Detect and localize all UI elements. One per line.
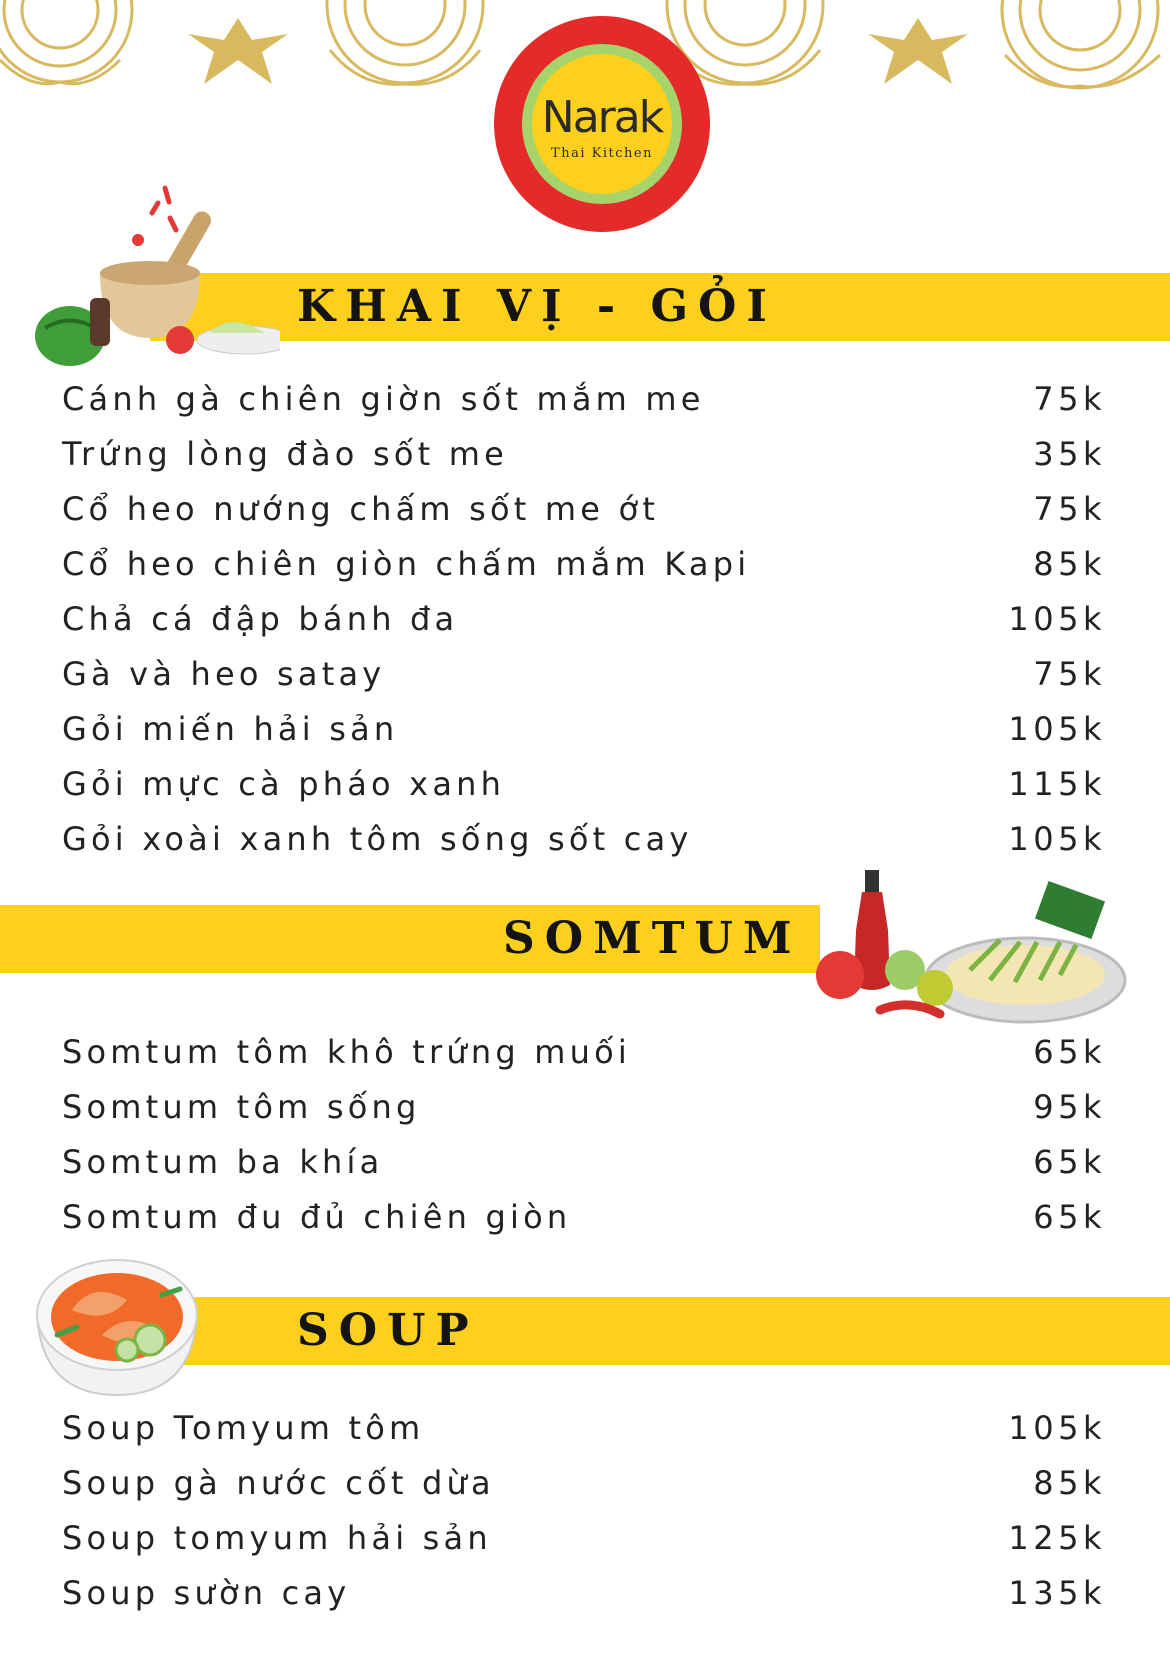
section-title-khai-vi: KHAI VỊ - GỎI — [297, 281, 777, 332]
menu-item-price: 75k — [1033, 655, 1106, 693]
menu-item-name: Somtum tôm khô trứng muối — [62, 1033, 631, 1071]
menu-item — [62, 647, 1106, 702]
menu-list-soup — [62, 1401, 1106, 1621]
papaya-salad-icon — [810, 870, 1130, 1040]
menu-item-name: Trứng lòng đào sốt me — [62, 435, 508, 473]
menu-item — [62, 372, 1106, 427]
restaurant-logo — [492, 14, 712, 234]
menu-item-name: Chả cá đập bánh đa — [62, 600, 459, 638]
menu-item — [62, 1025, 1106, 1080]
menu-item — [62, 482, 1106, 537]
menu-item-price: 75k — [1033, 380, 1106, 418]
menu-item-price: 105k — [1008, 1409, 1106, 1447]
menu-item-price: 75k — [1033, 490, 1106, 528]
mandala-ornament-icon — [1002, 0, 1160, 88]
menu-item-price: 95k — [1033, 1088, 1106, 1126]
menu-item-price: 105k — [1008, 600, 1106, 638]
mortar-pestle-icon — [30, 178, 280, 368]
menu-item — [62, 592, 1106, 647]
menu-list-somtum — [62, 1025, 1106, 1245]
menu-item-price: 85k — [1033, 1464, 1106, 1502]
menu-item-price: 65k — [1033, 1033, 1106, 1071]
menu-item — [62, 427, 1106, 482]
menu-item-name: Gà và heo satay — [62, 655, 386, 693]
menu-item — [62, 1080, 1106, 1135]
thai-flame-ornament-icon — [188, 18, 288, 84]
menu-item-name: Somtum đu đủ chiên giòn — [62, 1198, 572, 1236]
menu-item — [62, 702, 1106, 757]
menu-item-name: Cổ heo chiên giòn chấm mắm Kapi — [62, 545, 751, 583]
menu-item-name: Gỏi miến hải sản — [62, 710, 399, 748]
menu-item-price: 105k — [1008, 820, 1106, 858]
menu-item — [62, 1566, 1106, 1621]
menu-item — [62, 1401, 1106, 1456]
menu-item — [62, 537, 1106, 592]
menu-item — [62, 1190, 1106, 1245]
menu-item — [62, 757, 1106, 812]
menu-item-price: 65k — [1033, 1143, 1106, 1181]
menu-item — [62, 1511, 1106, 1566]
menu-item-price: 135k — [1008, 1574, 1106, 1612]
menu-item-price: 35k — [1033, 435, 1106, 473]
menu-item-name: Soup Tomyum tôm — [62, 1409, 425, 1447]
menu-item-price: 115k — [1008, 765, 1106, 803]
menu-item-price: 85k — [1033, 545, 1106, 583]
menu-item — [62, 1456, 1106, 1511]
thai-flame-ornament-icon — [868, 18, 968, 84]
section-title-somtum: SOMTUM — [503, 913, 802, 964]
menu-item-price: 65k — [1033, 1198, 1106, 1236]
menu-item-price: 105k — [1008, 710, 1106, 748]
menu-item-name: Cánh gà chiên giờn sốt mắm me — [62, 380, 705, 418]
menu-item-name: Gỏi mực cà pháo xanh — [62, 765, 506, 803]
menu-item-name: Gỏi xoài xanh tôm sống sốt cay — [62, 820, 693, 858]
menu-item-name: Soup sườn cay — [62, 1574, 351, 1612]
tomyum-bowl-icon — [32, 1255, 202, 1405]
menu-item — [62, 1135, 1106, 1190]
menu-item-name: Somtum tôm sống — [62, 1088, 421, 1126]
menu-item-name: Somtum ba khía — [62, 1143, 384, 1181]
menu-item-name: Soup tomyum hải sản — [62, 1519, 492, 1557]
mandala-ornament-icon — [327, 0, 483, 84]
mandala-ornament-icon — [0, 0, 132, 84]
menu-item — [62, 812, 1106, 867]
section-title-soup: SOUP — [297, 1305, 479, 1356]
logo-brand-name: Narak — [541, 92, 663, 143]
menu-list-khai-vi — [62, 372, 1106, 867]
menu-item-price: 125k — [1008, 1519, 1106, 1557]
menu-item-name: Cổ heo nướng chấm sốt me ớt — [62, 490, 660, 528]
logo-tagline: Thai Kitchen — [551, 146, 653, 161]
menu-item-name: Soup gà nước cốt dừa — [62, 1464, 495, 1502]
